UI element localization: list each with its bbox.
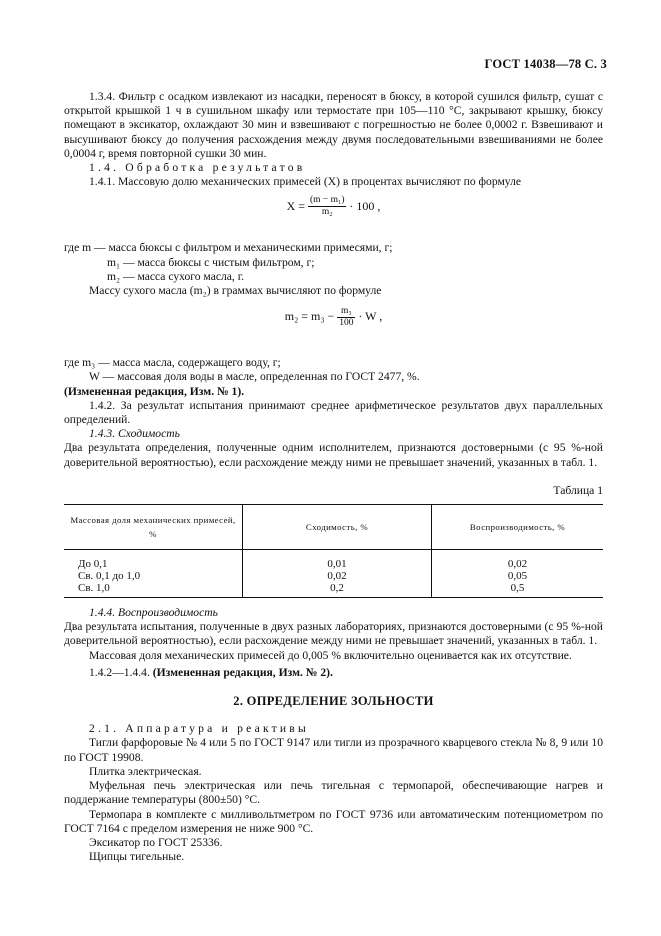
definitions-2 — [64, 356, 603, 384]
table-cell: Св. 0,1 до 1,0 — [78, 570, 141, 583]
formula-x-denominator: m₂ — [321, 207, 333, 218]
table-header-cell: Массовая доля механических примесей, % — [64, 505, 243, 550]
document-body — [64, 90, 603, 864]
section-2-title: 2. ОПРЕДЕЛЕНИЕ ЗОЛЬНОСТИ — [233, 694, 434, 709]
definition-m: где m — масса бюксы с фильтром и механическими примесями, г; — [64, 241, 393, 255]
paragraph-1-4-4: Два результата испытания, полученные в двух разных лабораториях, признаются достоверными (с 95 %-ной доверительной вероятностью), если расхождение между ними не превышает значений, указанных в табл. 1. — [64, 620, 603, 648]
formula-x — [64, 189, 603, 241]
formula-x-numerator: (m − m₁) — [309, 195, 345, 206]
edit-note-2-clauses: 1.4.2—1.4.4. — [89, 665, 150, 679]
list-item: Эксикатор по ГОСТ 25336. — [89, 835, 223, 849]
paragraph-dry-mass: Массу сухого масла (m₂) в граммах вычисляют по формуле — [89, 284, 382, 298]
edit-note-2 — [64, 666, 603, 680]
table-cell: 0,02 — [243, 570, 432, 582]
table-header-cell: Сходимость, % — [243, 505, 432, 550]
definitions-1 — [64, 241, 603, 284]
formula-m2-fraction — [337, 306, 355, 329]
formula-x-lhs: X = — [286, 198, 306, 213]
list-item: Тигли фарфоровые № 4 или 5 по ГОСТ 9147 или тигли из прозрачного кварцевого стекла № 8, 9 или 10 по ГОСТ 19908. — [64, 736, 603, 764]
table-row — [64, 570, 603, 582]
edit-note-1: (Измененная редакция, Изм. № 1). — [64, 384, 245, 398]
table-header-row — [64, 505, 603, 550]
definition-m2: m₂ — масса сухого масла, г. — [107, 269, 245, 283]
paragraph-1-4-1: 1.4.1. Массовую долю механических примесей (X) в процентах вычисляют по формуле — [89, 175, 522, 189]
table-cell: 0,2 — [243, 582, 432, 598]
table-cell: 0,02 — [432, 550, 604, 571]
heading-1-4: 1.4. Обработка результатов — [89, 161, 306, 175]
table-cell: 0,5 — [432, 582, 604, 598]
list-item: Плитка электрическая. — [89, 764, 202, 778]
list-item: Термопара в комплекте с милливольтметром по ГОСТ 9736 или автоматическим потенциометром по ГОСТ 7164 с пределом измерения не ниже 900 °С. — [64, 807, 603, 835]
edit-note-2-text: (Измененная редакция, Изм. № 2). — [152, 665, 333, 679]
heading-2-1: 2.1. Аппаратура и реактивы — [89, 722, 309, 736]
heading-1-4-3: 1.4.3. Сходимость — [89, 427, 180, 441]
table-row — [64, 550, 603, 571]
formula-x-fraction — [308, 195, 347, 218]
table-header-cell: Воспроизводимость, % — [432, 505, 604, 550]
paragraph-1-4-4-b: Массовая доля механических примесей до 0,005 % включительно оценивается как их отсутствие. — [89, 648, 572, 662]
paragraph-1-4-3: Два результата определения, полученные одним исполнителем, признаются достоверными (с 95 %-ной доверительной вероятностью), если расхождение между ними не превышает значений, указанных в табл. 1. — [64, 441, 603, 469]
formula-m2-numerator: m₃ — [337, 306, 355, 318]
table-1 — [64, 504, 603, 598]
table-cell: Св. 1,0 — [64, 582, 243, 598]
list-item: Муфельная печь электрическая или печь тигельная с термопарой, обеспечивающие нагрев и поддержание температуры (800±50) °С. — [64, 779, 603, 807]
table-cell: 0,05 — [432, 570, 604, 582]
paragraph-1-3-4: 1.3.4. Фильтр с осадком извлекают из насадки, переносят в бюксу, в которой сушился фильтр, сушат с открытой крышкой 1 ч в сушильном шкафу или термостате при 105—110 °С, закрывают крышку, бюксу помещают в эксикатор, охлаждают 30 мин и взвешивают с погрешностью не более 0,0002 г. Взвешивают и высушивают бюксу до получения расхождения между двумя последовательными взвешиваниями не более 0,0004 г, время повторной сушки 30 мин. — [64, 90, 603, 160]
list-item: Щипцы тигельные. — [89, 850, 185, 864]
definition-m1: m₁ — масса бюксы с чистым фильтром, г; — [107, 255, 315, 269]
table-cell: До 0,1 — [78, 558, 108, 571]
paragraph-1-4-2: 1.4.2. За результат испытания принимают среднее арифметическое результатов двух параллельных определений. — [64, 398, 603, 427]
page-header: ГОСТ 14038—78 С. 3 — [484, 57, 607, 71]
definition-w: W — массовая доля воды в масле, определенная по ГОСТ 2477, %. — [89, 370, 420, 384]
table-row — [64, 582, 603, 598]
formula-m2 — [64, 298, 603, 356]
formula-m2-rhs: · W , — [358, 309, 383, 324]
table-cell: 0,01 — [243, 550, 432, 571]
table-title: Таблица 1 — [553, 483, 603, 497]
formula-m2-denominator: 100 — [339, 318, 354, 329]
definition-m3: где m₃ — масса масла, содержащего воду, г; — [64, 356, 281, 370]
formula-x-rhs: · 100 , — [349, 198, 381, 213]
formula-m2-lhs: m₂ = m₃ − — [284, 309, 335, 324]
heading-1-4-4: 1.4.4. Воспроизводимость — [89, 606, 218, 620]
